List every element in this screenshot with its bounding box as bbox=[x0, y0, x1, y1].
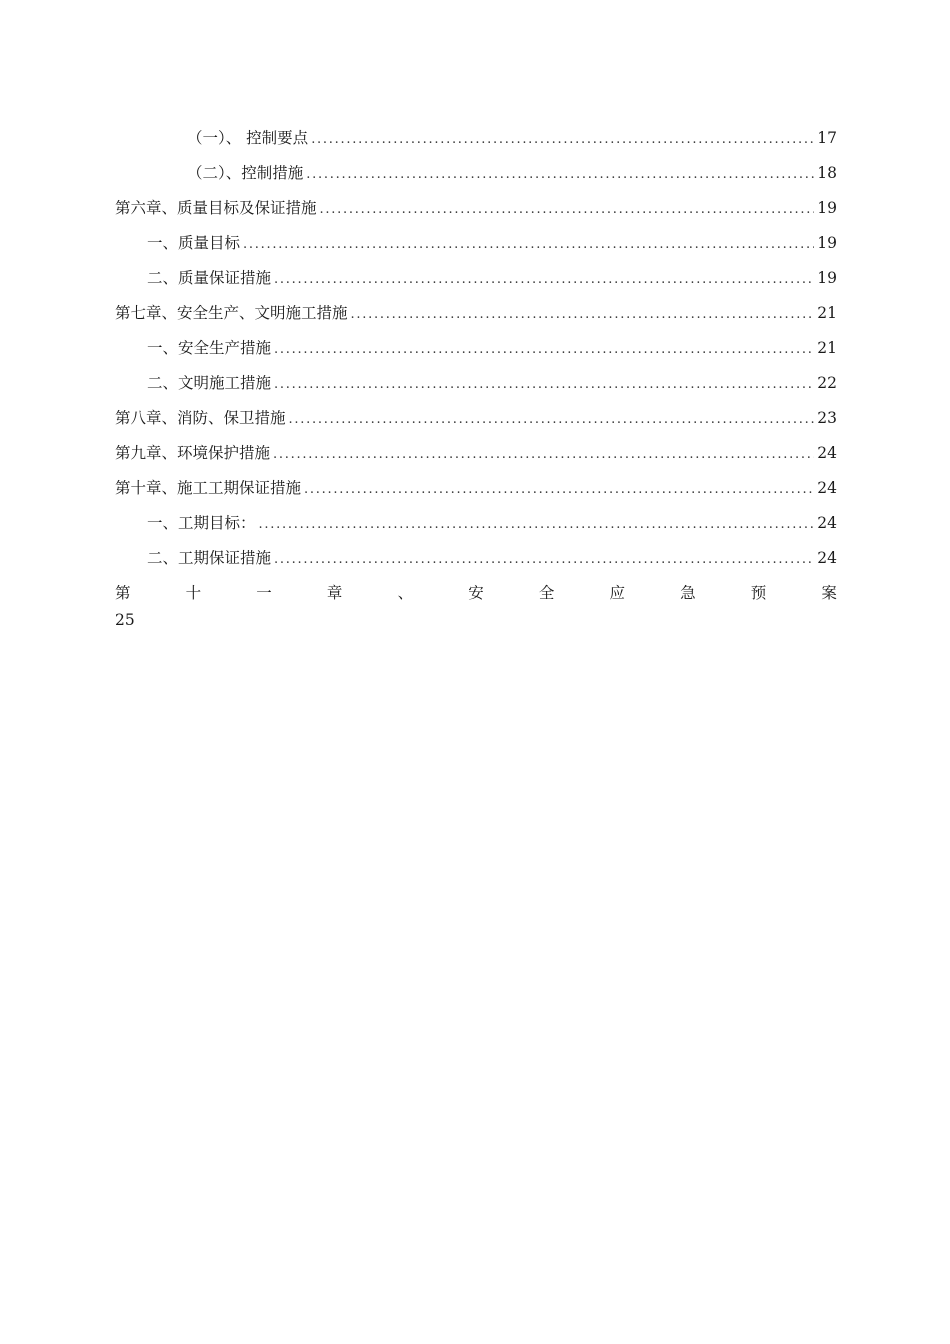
toc-dot-leader bbox=[274, 547, 814, 573]
toc-entry[interactable] bbox=[115, 230, 837, 265]
toc-entry-title: 第七章、安全生产、文明施工措施 bbox=[115, 304, 348, 322]
toc-entry[interactable] bbox=[115, 475, 837, 510]
toc-entry-title: 第十章、施工工期保证措施 bbox=[115, 479, 302, 497]
toc-dot-leader bbox=[289, 407, 815, 433]
toc-entry-page: 19 bbox=[817, 269, 837, 287]
toc-entry-page: 21 bbox=[817, 304, 837, 322]
toc-entry-title: 二、文明施工措施 bbox=[147, 374, 272, 392]
toc-entry-page: 24 bbox=[817, 549, 837, 567]
toc-entry[interactable] bbox=[115, 300, 837, 335]
toc-title-char: 十 bbox=[185, 584, 202, 602]
toc-entry[interactable] bbox=[115, 545, 837, 580]
toc-entry-title: 二、工期保证措施 bbox=[147, 549, 272, 567]
toc-dot-leader bbox=[274, 372, 814, 398]
toc-entry-page: 24 bbox=[817, 444, 837, 462]
toc-title-char: 一 bbox=[256, 584, 272, 602]
table-of-contents bbox=[115, 125, 837, 633]
toc-entry-page: 19 bbox=[817, 199, 837, 217]
toc-title-char: 全 bbox=[538, 584, 555, 602]
toc-title-char: 安 bbox=[468, 584, 484, 602]
toc-entry-page: 21 bbox=[817, 339, 837, 357]
toc-title-char: 应 bbox=[609, 584, 625, 602]
toc-entry[interactable] bbox=[115, 195, 837, 230]
toc-entry-page: 24 bbox=[817, 479, 837, 497]
toc-entry-title: 一、质量目标 bbox=[147, 234, 241, 252]
toc-title-char: 急 bbox=[680, 584, 696, 602]
toc-entry[interactable] bbox=[115, 265, 837, 300]
toc-entry[interactable] bbox=[115, 440, 837, 475]
toc-justified-title bbox=[115, 580, 837, 606]
toc-dot-leader bbox=[304, 477, 814, 503]
toc-dot-leader bbox=[351, 302, 815, 328]
toc-entry[interactable] bbox=[115, 405, 837, 440]
toc-dot-leader bbox=[306, 162, 814, 188]
toc-dot-leader bbox=[320, 197, 815, 223]
toc-entry-title: （一）、 控制要点 bbox=[187, 129, 309, 147]
toc-entry[interactable] bbox=[115, 370, 837, 405]
toc-entry-page: 22 bbox=[817, 374, 837, 392]
toc-entry-title: 第九章、环境保护措施 bbox=[115, 444, 271, 462]
toc-entry[interactable] bbox=[115, 160, 837, 195]
toc-entry[interactable] bbox=[115, 125, 837, 160]
toc-title-char: 案 bbox=[821, 584, 837, 602]
toc-dot-leader bbox=[243, 232, 814, 258]
toc-entry-title: 一、工期目标： bbox=[147, 514, 256, 532]
toc-entry[interactable] bbox=[115, 510, 837, 545]
toc-dot-leader bbox=[259, 512, 815, 538]
toc-entry-page: 24 bbox=[817, 514, 837, 532]
toc-entry-title: 一、安全生产措施 bbox=[147, 339, 272, 357]
toc-entry-page: 19 bbox=[817, 234, 837, 252]
toc-entry-title: 第六章、质量目标及保证措施 bbox=[115, 199, 317, 217]
toc-dot-leader bbox=[273, 442, 814, 468]
toc-entry-page: 23 bbox=[817, 409, 837, 427]
toc-entry-page: 25 bbox=[115, 611, 135, 629]
toc-dot-leader bbox=[274, 337, 814, 363]
toc-title-char: 第 bbox=[115, 584, 131, 602]
toc-dot-leader bbox=[274, 267, 814, 293]
toc-entry-title: （二）、控制措施 bbox=[187, 164, 304, 182]
toc-entry[interactable] bbox=[115, 335, 837, 370]
toc-entry-title: 第八章、消防、保卫措施 bbox=[115, 409, 286, 427]
toc-dot-leader bbox=[311, 127, 814, 153]
toc-title-char: 预 bbox=[750, 584, 767, 602]
toc-entry-title: 二、质量保证措施 bbox=[147, 269, 272, 287]
toc-entry-page: 18 bbox=[817, 164, 837, 182]
toc-entry-page: 17 bbox=[817, 129, 837, 147]
toc-title-char: 章 bbox=[326, 584, 343, 602]
toc-title-char: 、 bbox=[397, 584, 414, 602]
toc-entry-justified[interactable] bbox=[115, 580, 837, 633]
